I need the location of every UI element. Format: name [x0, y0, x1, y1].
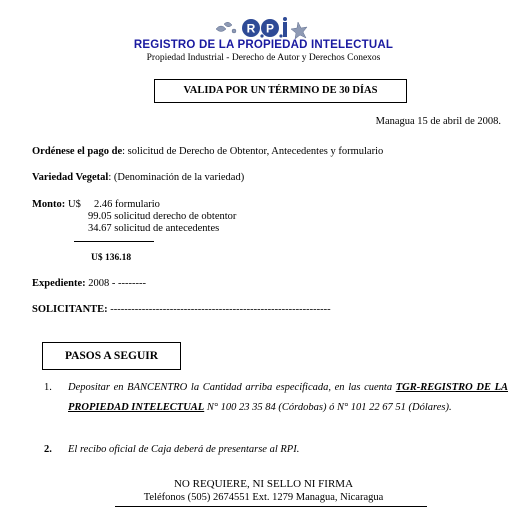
orden-line — [32, 146, 383, 157]
variedad-label: Variedad Vegetal — [32, 172, 109, 183]
expediente-value: 2008 - -------- — [85, 278, 147, 289]
expediente-label: Expediente: — [32, 278, 86, 289]
rpi-logo-icon — [212, 16, 316, 40]
steps-title: PASOS A SEGUIR — [42, 342, 181, 370]
step-number: 1. — [44, 382, 52, 393]
account-name: TGR-REGISTRO DE LA PROPIEDAD INTELECTUAL — [68, 382, 509, 413]
monto-item: 99.05 solicitud derecho de obtentor — [88, 211, 237, 222]
monto-item: 34.67 solicitud de antecedentes — [88, 223, 220, 234]
variedad-value: : (Denominación de la variedad) — [108, 172, 245, 183]
step-text: Depositar en BANCENTRO la Cantidad arriba especificada, en las cuenta TGR-REGISTRO DE LA PROPIEDAD INTELECTUAL N° 100 23 35 84 (Córdobas) ó N° 101 22 67 51 (Dólares). — [68, 382, 509, 413]
step-number: 2. — [44, 444, 52, 455]
total-divider — [74, 241, 154, 242]
monto-total: U$ 136.18 — [91, 253, 132, 263]
footer-contact: Teléfonos (505) 2674551 Ext. 1279 Managua, Nicaragua — [143, 492, 384, 503]
org-subtitle: Propiedad Industrial - Derecho de Autor y Derechos Conexos — [146, 53, 381, 63]
step-item-1 — [44, 378, 508, 438]
svg-text:R: R — [246, 21, 255, 36]
place-date: Managua 15 de abril de 2008. — [375, 116, 501, 127]
variedad-line — [32, 172, 244, 183]
org-name: REGISTRO DE LA PROPIEDAD INTELECTUAL — [133, 39, 394, 51]
rpi-logo — [0, 16, 527, 40]
solicitante-line — [32, 304, 331, 315]
footer-divider — [115, 506, 427, 507]
orden-label: Ordénese el pago de — [32, 146, 123, 157]
monto-currency: U$ — [68, 199, 81, 210]
step-item-2 — [44, 440, 508, 460]
orden-value: : solicitud de Derecho de Obtentor, Antecedentes y formulario — [122, 146, 384, 157]
svg-text:P: P — [265, 21, 274, 36]
monto-label: Monto: — [32, 199, 66, 210]
footer-note: NO REQUIERE, NI SELLO NI FIRMA — [173, 478, 354, 490]
solicitante-value: --------------------------------------------------------------- — [107, 304, 331, 315]
solicitante-label: SOLICITANTE: — [32, 304, 108, 315]
monto-item: 2.46 formulario — [94, 199, 160, 210]
step-text: El recibo oficial de Caja deberá de presentarse al RPI. — [68, 444, 300, 455]
validity-box: VALIDA POR UN TÉRMINO DE 30 DÍAS — [154, 79, 407, 103]
expediente-line — [32, 278, 146, 289]
